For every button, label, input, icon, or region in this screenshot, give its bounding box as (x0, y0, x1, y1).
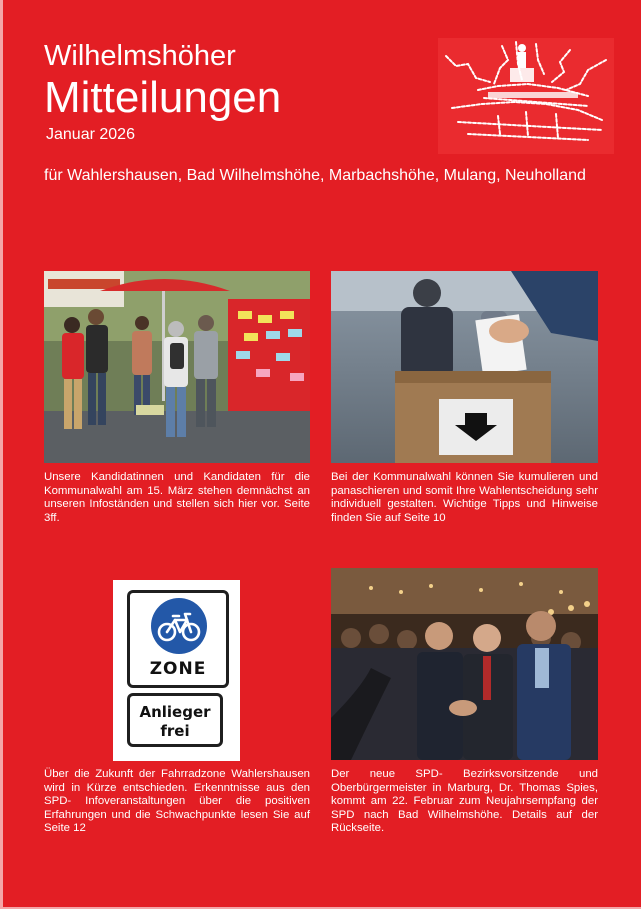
new-year-reception-photo (331, 568, 598, 760)
magazine-name: Wilhelmshöher (44, 40, 236, 72)
caption-bicycle-zone: Über die Zukunft der Fahrradzone Wahlershausen wird in Kürze entschieden. Erkenntnisse aus den SPD- Infoveranstaltungen über die positiven Erfahrungen und die Schwachpunkte lesen Sie auf Seite 12 (44, 768, 310, 835)
caption-ballot: Bei der Kommunalwahl können Sie kumulieren und panaschieren und somit Ihre Wahlentscheidung sehr individuell gestalten. Wichtige Tipps und Hinweise finden Sie auf Seite 10 (331, 471, 598, 524)
sign-line-1: Anlieger (139, 703, 211, 721)
caption-reception: Der neue SPD- Bezirksvorsitzende und Oberbürgermeister in Marburg, Dr. Thomas Spies, kommt am 22. Februar zum Neujahrsempfang der SPD nach Bad Wilhelmshöhe. Details auf der Rückseite. (331, 768, 598, 835)
bicycle-zone-sign (113, 580, 240, 761)
anlieger-frei-panel (127, 693, 223, 747)
ballot-box-photo (331, 271, 598, 463)
districts-line: für Wahlershausen, Bad Wilhelmshöhe, Marbachshöhe, Mulang, Neuholland (44, 167, 586, 184)
issue-date: Januar 2026 (46, 126, 135, 143)
castle-hercules-logo-icon (438, 38, 614, 154)
candidates-infostand-photo (44, 271, 310, 463)
magazine-title: Mitteilungen (44, 73, 282, 122)
bicycle-icon (151, 598, 207, 654)
caption-candidates: Unsere Kandidatinnen und Kandidaten für die Kommunalwahl am 15. März stehen demnächst an unseren Infoständen und stellen sich hier vor. Seite 3ff. (44, 471, 310, 524)
sign-zone-text: ZONE (149, 659, 207, 679)
zone-panel (127, 590, 229, 688)
sign-line-2: frei (160, 722, 190, 740)
